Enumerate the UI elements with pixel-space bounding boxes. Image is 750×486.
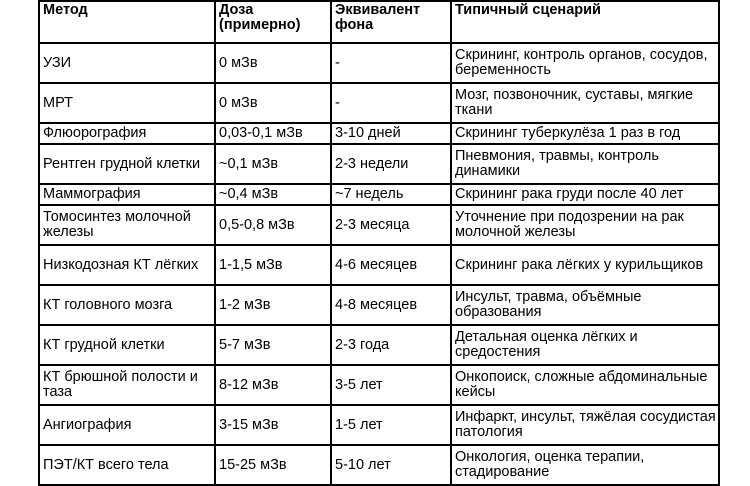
cell-background-equivalent: 2-3 года xyxy=(331,325,451,365)
cell-typical-scenario: Детальная оценка лёгких и средостения xyxy=(451,325,719,365)
table-row xyxy=(39,405,719,445)
table-row xyxy=(39,144,719,184)
cell-typical-scenario: Скрининг туберкулёза 1 раз в год xyxy=(451,123,719,144)
table-row xyxy=(39,445,719,485)
cell-dose: 0 мЗв xyxy=(215,83,331,123)
table-row xyxy=(39,325,719,365)
table-header-row xyxy=(39,1,719,43)
table-row xyxy=(39,184,719,205)
cell-typical-scenario: Онкология, оценка терапии, стадирование xyxy=(451,445,719,485)
cell-background-equivalent: 5-10 лет xyxy=(331,445,451,485)
cell-dose: ~0,4 мЗв xyxy=(215,184,331,205)
cell-dose: 5-7 мЗв xyxy=(215,325,331,365)
cell-background-equivalent: ~7 недель xyxy=(331,184,451,205)
radiation-dose-table xyxy=(38,0,720,486)
table-body xyxy=(39,43,719,485)
cell-method: Рентген грудной клетки xyxy=(39,144,215,184)
cell-dose: ~0,1 мЗв xyxy=(215,144,331,184)
cell-background-equivalent: 3-10 дней xyxy=(331,123,451,144)
table-row xyxy=(39,123,719,144)
cell-background-equivalent: 2-3 недели xyxy=(331,144,451,184)
cell-typical-scenario: Скрининг, контроль органов, сосудов, беременность xyxy=(451,43,719,83)
cell-background-equivalent: 3-5 лет xyxy=(331,365,451,405)
cell-method: Томосинтез молочной железы xyxy=(39,205,215,245)
cell-typical-scenario: Пневмония, травмы, контроль динамики xyxy=(451,144,719,184)
cell-method: КТ головного мозга xyxy=(39,285,215,325)
cell-method: Ангиография xyxy=(39,405,215,445)
cell-background-equivalent: 1-5 лет xyxy=(331,405,451,445)
cell-dose: 1-1,5 мЗв xyxy=(215,245,331,285)
header-background-equivalent: Эквивалент фона xyxy=(331,1,451,43)
cell-dose: 0,5-0,8 мЗв xyxy=(215,205,331,245)
cell-method: КТ грудной клетки xyxy=(39,325,215,365)
cell-method: МРТ xyxy=(39,83,215,123)
table-row xyxy=(39,205,719,245)
cell-dose: 0 мЗв xyxy=(215,43,331,83)
header-dose: Доза (примерно) xyxy=(215,1,331,43)
cell-method: Низкодозная КТ лёгких xyxy=(39,245,215,285)
cell-background-equivalent: 4-6 месяцев xyxy=(331,245,451,285)
cell-background-equivalent: - xyxy=(331,83,451,123)
cell-typical-scenario: Скрининг рака лёгких у курильщиков xyxy=(451,245,719,285)
cell-dose: 3-15 мЗв xyxy=(215,405,331,445)
cell-method: КТ брюшной полости и таза xyxy=(39,365,215,405)
cell-typical-scenario: Уточнение при подозрении на рак молочной железы xyxy=(451,205,719,245)
table-row xyxy=(39,285,719,325)
cell-method: УЗИ xyxy=(39,43,215,83)
cell-method: Флюорография xyxy=(39,123,215,144)
cell-dose: 8-12 мЗв xyxy=(215,365,331,405)
cell-background-equivalent: 4-8 месяцев xyxy=(331,285,451,325)
cell-method: ПЭТ/КТ всего тела xyxy=(39,445,215,485)
cell-dose: 15-25 мЗв xyxy=(215,445,331,485)
cell-background-equivalent: - xyxy=(331,43,451,83)
cell-dose: 1-2 мЗв xyxy=(215,285,331,325)
cell-background-equivalent: 2-3 месяца xyxy=(331,205,451,245)
cell-typical-scenario: Скрининг рака груди после 40 лет xyxy=(451,184,719,205)
table-row xyxy=(39,43,719,83)
table-row xyxy=(39,245,719,285)
header-typical-scenario: Типичный сценарий xyxy=(451,1,719,43)
header-method: Метод xyxy=(39,1,215,43)
table-row xyxy=(39,83,719,123)
cell-typical-scenario: Онкопоиск, сложные абдоминальные кейсы xyxy=(451,365,719,405)
cell-method: Маммография xyxy=(39,184,215,205)
cell-typical-scenario: Инсульт, травма, объёмные образования xyxy=(451,285,719,325)
cell-typical-scenario: Инфаркт, инсульт, тяжёлая сосудистая патология xyxy=(451,405,719,445)
cell-dose: 0,03-0,1 мЗв xyxy=(215,123,331,144)
table-row xyxy=(39,365,719,405)
cell-typical-scenario: Мозг, позвоночник, суставы, мягкие ткани xyxy=(451,83,719,123)
